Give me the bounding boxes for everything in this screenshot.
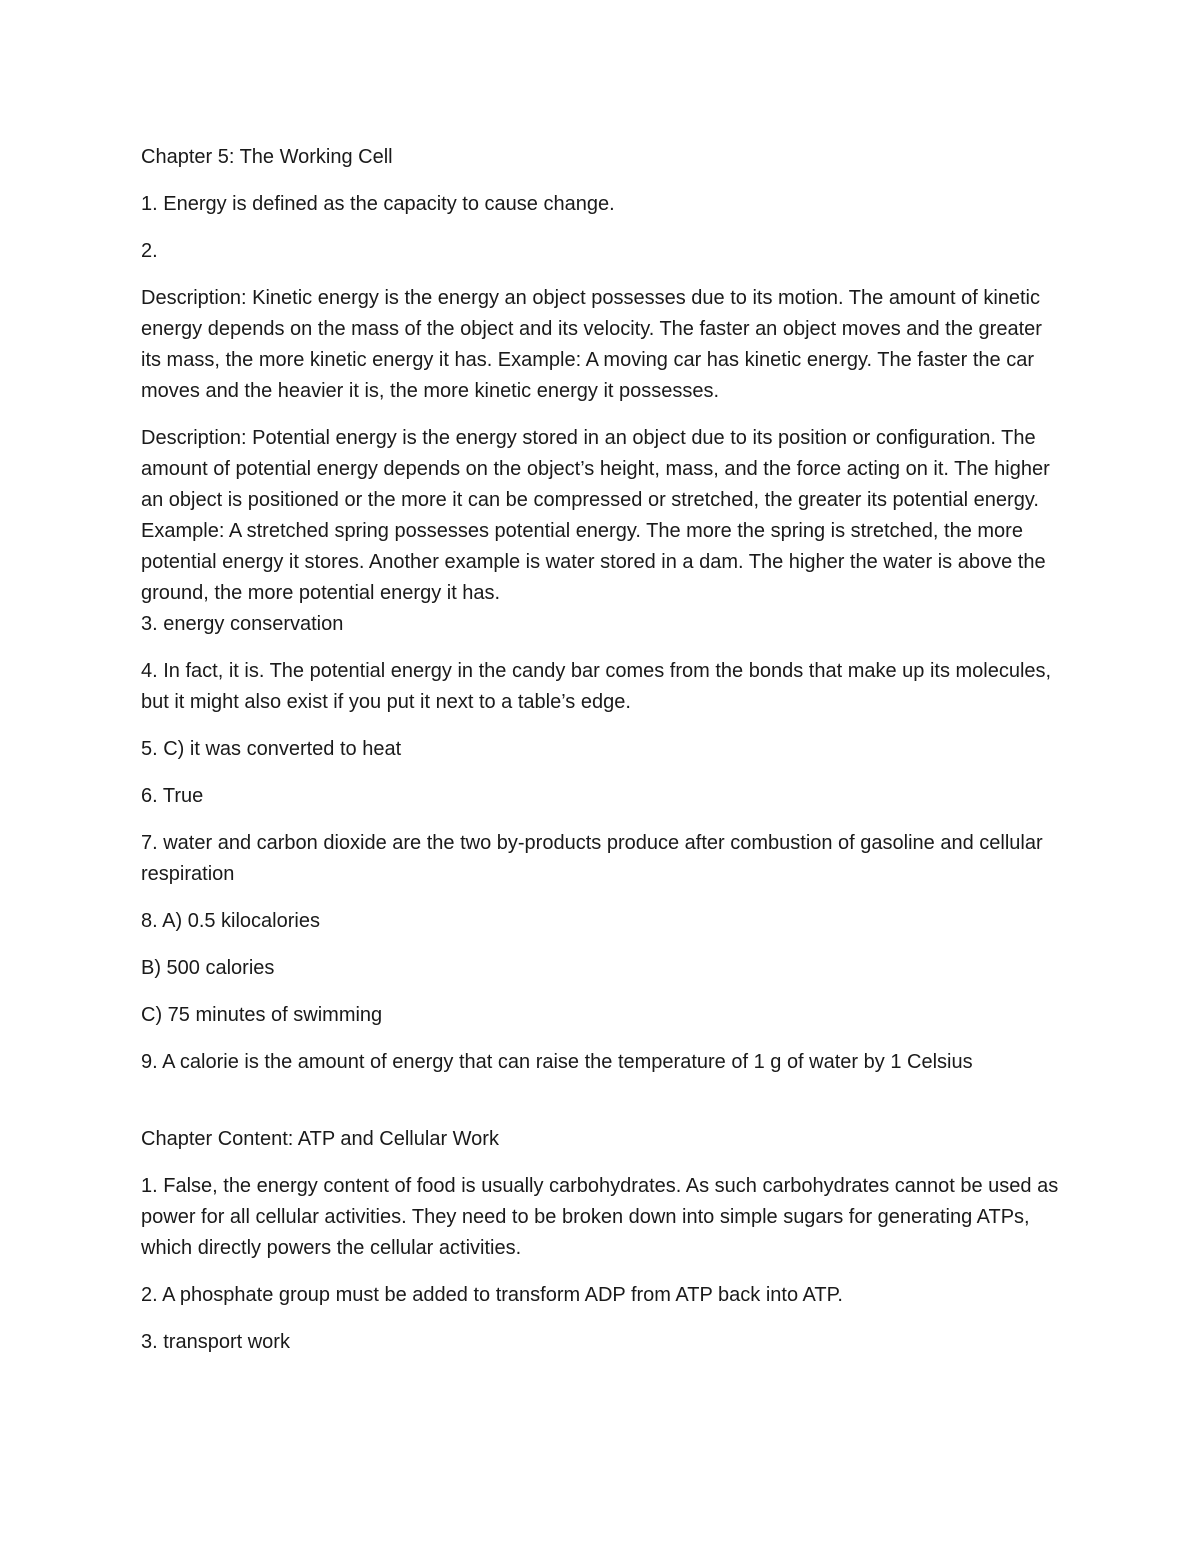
- answer-3: 3. energy conservation: [141, 613, 344, 635]
- answer-2: 2.: [141, 240, 158, 262]
- answer-8b: B) 500 calories: [141, 957, 275, 979]
- answer-8c: C) 75 minutes of swimming: [141, 1004, 383, 1026]
- answer-9: 9. A calorie is the amount of energy that can raise the temperature of 1 g of water by 1 Celsius: [141, 1051, 973, 1073]
- section-heading: Chapter Content: ATP and Cellular Work: [141, 1128, 499, 1150]
- document-body: [141, 142, 1061, 1374]
- answer-7: 7. water and carbon dioxide are the two by-products produce after combustion of gasoline and cellular respiration: [141, 832, 1043, 885]
- answer-5: 5. C) it was converted to heat: [141, 738, 402, 760]
- atp-answer-1: 1. False, the energy content of food is usually carbohydrates. As such carbohydrates cannot be used as power for all cellular activities. They need to be broken down into simple sugars for generating ATPs, which directly powers the cellular activities.: [141, 1175, 1059, 1259]
- answer-4: 4. In fact, it is. The potential energy in the candy bar comes from the bonds that make up its molecules, but it might also exist if you put it next to a table’s edge.: [141, 660, 1052, 713]
- answer-1: 1. Energy is defined as the capacity to cause change.: [141, 193, 615, 215]
- potential-energy-description: Description: Potential energy is the energy stored in an object due to its position or configuration. The amount of potential energy depends on the object’s height, mass, and the force acting on it. The higher an object is positioned or the more it can be compressed or stretched, the greater its potential energy. Example: A stretched spring possesses potential energy. The more the spring is stretched, the more potential energy it stores. Another example is water stored in a dam. The higher the water is above the ground, the more potential energy it has.: [141, 427, 1050, 604]
- kinetic-energy-description: Description: Kinetic energy is the energy an object possesses due to its motion. The amount of kinetic energy depends on the mass of the object and its velocity. The faster an object moves and the greater its mass, the more kinetic energy it has. Example: A moving car has kinetic energy. The faster the car moves and the heavier it is, the more kinetic energy it possesses.: [141, 287, 1042, 402]
- answer-6: 6. True: [141, 785, 204, 807]
- answer-8a: 8. A) 0.5 kilocalories: [141, 910, 320, 932]
- atp-answer-3: 3. transport work: [141, 1331, 290, 1353]
- chapter-heading: Chapter 5: The Working Cell: [141, 146, 393, 168]
- atp-answer-2: 2. A phosphate group must be added to transform ADP from ATP back into ATP.: [141, 1284, 843, 1306]
